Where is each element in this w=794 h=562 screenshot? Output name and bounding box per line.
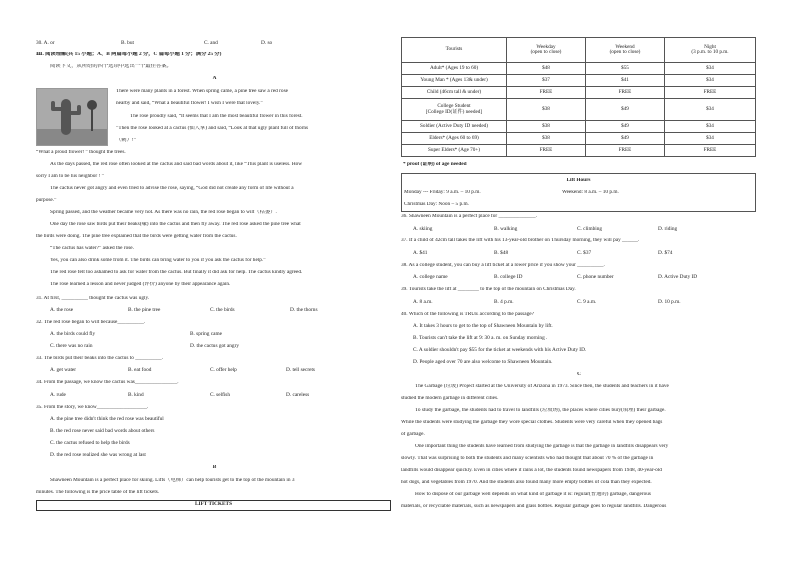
passage-a-line: One day the rose saw birds put their beaks(喙) into the cactus and then fly away. The red rose asked the pine tree what (50, 222, 301, 227)
q40-option-d[interactable]: D. People aged over 70 are also welcome to Shawneen Mountain. (413, 359, 553, 365)
passage-c-line: How to dispose of our garbage well depends on what kind of garbage it is: regular(普通的) garbage, dangerous (415, 492, 651, 497)
q40-option-b[interactable]: B. Tourists can't take the lift at 9: 30 a. m. on Sunday morning . (413, 335, 548, 341)
table-cell-price: $48 (507, 63, 586, 75)
table-cell-price: $38 (507, 121, 586, 133)
table-row (402, 75, 756, 87)
table-cell-tourist-type: Adult* (Ages 19 to 60) (402, 63, 507, 75)
passage-c-line: The Garbage (垃圾) Project started at the University of Arizona in 1973. Since then, the students and teachers in it have (415, 384, 669, 389)
passage-c-line: slowly. That was surprising to both the students and many scientists who had thought that about 70 % of the garbage in (401, 456, 654, 461)
q37-option-b[interactable]: B. $48 (494, 250, 509, 256)
table-row (402, 133, 756, 145)
passage-b-line: minutes. The following is the price table of the lift tickets. (36, 490, 160, 495)
cactus-illustration-icon (37, 89, 107, 145)
header-weekend (586, 38, 665, 63)
table-cell-price: $38 (507, 133, 586, 145)
passage-c-line: studied the modern garbage in different cities. (401, 396, 499, 401)
q30-option-d: D. so (261, 40, 273, 46)
table-cell-price: $37 (507, 75, 586, 87)
lift-hours-christmas: Christmas Day: Noon – 5 p.m. (404, 202, 469, 207)
q35-option-b[interactable]: B. the red rose never said bad words about others (50, 428, 155, 434)
q40-stem: 40. Which of the following is TRUE according to the passage? (401, 312, 534, 317)
header-cell-text: Tourists (445, 46, 463, 53)
table-cell-price: $34 (665, 133, 756, 145)
passage-a-line: There were many plants in a forest. When spring came, a pine tree saw a red rose (116, 89, 288, 94)
q34-option-d[interactable]: D. careless (286, 392, 310, 398)
passage-c-line: While the students were studying the garbage they wore special clothes. Students were very careful when they opened bags (401, 420, 663, 425)
table-cell-price: FREE (507, 87, 586, 99)
q34-option-c[interactable]: C. selfish (210, 392, 231, 398)
q40-option-a[interactable]: A. It takes 3 hours to get to the top of Shawneen Mountain by lift. (413, 323, 553, 329)
q37-option-a[interactable]: A. $41 (413, 250, 428, 256)
q33-option-a[interactable]: A. get water (50, 367, 77, 373)
passage-a-line: The rose learned a lesson and never judged (评价) anyone by their appearance again. (50, 282, 231, 287)
passage-a-line: ”Then the rose looked at a cactus (仙人掌) and said, “Look at that ugly plant full of thorns (116, 126, 309, 131)
q39-option-a[interactable]: A. 8 a.m. (413, 299, 433, 305)
q31-option-c[interactable]: C. the birds (210, 307, 235, 313)
table-cell-tourist-type: Child (46cm tall & under) (402, 87, 507, 99)
q33-stem: 33. The birds put their beaks into the cactus to __________. (36, 356, 164, 361)
table-cell-price: $34 (665, 63, 756, 75)
table-cell-price: $49 (586, 121, 665, 133)
header-cell-text: Night (3 p.m. to 10 p.m. (691, 43, 729, 55)
table-cell-tourist-type: College Student [College ID(证件) needed] (402, 99, 507, 121)
q36-option-b[interactable]: B. walking (494, 226, 518, 232)
table-cell-price: $49 (586, 99, 665, 121)
table-cell-price: FREE (507, 145, 586, 157)
table-cell-price: $34 (665, 121, 756, 133)
passage-c-line: materials, or recyclable materials, such as newspapers and glass bottles. Regular garbage goes to regular landfills. Dangerous (401, 504, 667, 509)
instruction: 阅读下文，从所给的四个选项中选出一个最佳答案。 (50, 64, 172, 69)
q38-option-c[interactable]: C. phone number (577, 274, 614, 280)
table-row (402, 87, 756, 99)
q32-option-b[interactable]: B. spring came (190, 331, 222, 337)
cactus-rose-picture (36, 88, 108, 146)
q39-option-d[interactable]: D. 10 p.m. (658, 299, 681, 305)
q32-stem: 32. The red rose began to wilt because__________. (36, 320, 146, 325)
header-cell-text: Weekend (open to close) (609, 43, 641, 55)
q36-option-d[interactable]: D. riding (658, 226, 678, 232)
passage-a-line: purpose.” (36, 198, 57, 203)
passage-a-line: The cactus never got angry and even tried to advise the rose, saying, “God did not create any form of life without a (50, 186, 294, 191)
passage-c-line: To study the garbage, the students had to travel to landfills (垃圾场), the places where cities bury(填埋) their garbage. (415, 408, 666, 413)
passage-a-line: the birds were doing. The pine tree explained that the birds were getting water from the cactus. (36, 234, 237, 239)
table-cell-price: $55 (586, 63, 665, 75)
passage-c-line: of garbage. (401, 432, 425, 437)
q37-option-c[interactable]: C. $37 (577, 250, 592, 256)
q36-option-a[interactable]: A. skiing (413, 226, 433, 232)
passage-a-line: As the days passed, the red rose often looked at the cactus and said bad words about it, like “This plant is useless. How (50, 162, 303, 167)
table-cell-price: $49 (586, 133, 665, 145)
q35-option-d[interactable]: D. the red rose realized she was wrong at last (50, 452, 146, 458)
passage-a-line: Yes, you can also drink some from it. The birds can bring water to you if you ask the cactus for help.” (50, 258, 266, 263)
header-tourists (402, 38, 507, 63)
q33-option-b[interactable]: B. eat food (128, 367, 152, 373)
q38-stem: 38. As a college student, you can buy a lift ticket at a lower price if you show your __________. (401, 263, 605, 268)
passage-a-line: “The cactus has water?” asked the rose. (50, 246, 134, 251)
table-row (402, 99, 756, 121)
q33-option-d[interactable]: D. tell secrets (286, 367, 315, 373)
q31-option-a[interactable]: A. the rose (50, 307, 74, 313)
q30-option-a: 30. A. or (36, 40, 55, 46)
passage-a-line: The red rose felt too ashamed to ask for water from the cactus. But finally it did ask for help. The cactus kindly agreed. (50, 270, 303, 275)
passage-c-line: One important thing the students have learned from studying the garbage is that the garbage in landfills disappears very (415, 444, 669, 449)
table-cell-price: $34 (665, 75, 756, 87)
q35-stem: 35. From the story, we know___________________. (36, 405, 149, 410)
passage-c-label: C (577, 372, 581, 377)
table-cell-price: FREE (665, 87, 756, 99)
q39-option-b[interactable]: B. 4 p.m. (494, 299, 514, 305)
table-cell-tourist-type: Soldier (Active Duty ID needed) (402, 121, 507, 133)
q37-option-d[interactable]: D. $74 (658, 250, 673, 256)
table-cell-tourist-type: Super Elders* (Age 70+) (402, 145, 507, 157)
q32-option-d[interactable]: D. the cactus got angry (190, 343, 239, 349)
header-cell-text: Weekday (open to close) (530, 43, 562, 55)
q33-option-c[interactable]: C. offer help (210, 367, 237, 373)
passage-b-label: B (212, 465, 217, 470)
q40-option-c[interactable]: C. A soldier shouldn't pay $55 for the ticket at weekends with his Active Duty ID. (413, 347, 587, 353)
passage-a-line: nearby and said, “What a beautiful flower! I wish I were that lovely.” (116, 101, 263, 106)
q39-stem: 39. Tourists take the lift at ________ to the top of the mountain on Christmas Day. (401, 287, 576, 292)
q35-option-c[interactable]: C. the cactus refused to help the birds (50, 440, 130, 446)
q34-stem: 34. From the passage, we know the cactus was________________. (36, 380, 179, 385)
table-row (402, 63, 756, 75)
table-cell-price: $41 (586, 75, 665, 87)
passage-c-line: hot dogs, and vegetables from 1970. And the students also found many more empty bottles of cola than they expected. (401, 480, 652, 485)
table-row (402, 121, 756, 133)
passage-c-line: landfills would disappear quickly. Even in cities where it rains a lot, the students found newspapers from 1948, 40-year-old (401, 468, 662, 473)
section-title: Ⅲ. 阅读理解(共 15 小题；A、B 两篇每小题 2 分，C 篇每小题 1 分；满分 25 分) (36, 52, 222, 57)
q31-option-b[interactable]: B. the pine tree (128, 307, 161, 313)
lift-hours-weekend: Weekend: 8 a.m. – 10 p.m. (562, 190, 619, 195)
passage-a-label: A (212, 76, 217, 81)
q38-option-d[interactable]: D. Active Duty ID (658, 274, 698, 280)
table-header-row (402, 38, 756, 63)
q30-option-b: B. but (121, 40, 134, 46)
table-cell-tourist-type: Young Man * (Ages 13& under) (402, 75, 507, 87)
passage-a-line: （刺）!” (116, 138, 137, 143)
header-weekday (507, 38, 586, 63)
proof-note: * proof (证明) of age needed (403, 162, 467, 167)
q37-stem: 37. If a child of 42cm tall takes the lift with his 13-year-old brother on Thursday morning, they will pay ______. (401, 238, 640, 243)
lift-hours-weekday: Monday --- Friday: 9 a.m. – 10 p.m. (404, 190, 481, 195)
q36-option-c[interactable]: C. climbing (577, 226, 603, 232)
q35-option-a[interactable]: A. the pine tree didn't think the red rose was beautiful (50, 416, 164, 422)
table-cell-price: FREE (586, 87, 665, 99)
table-cell-price: $38 (507, 99, 586, 121)
q32-option-c[interactable]: C. there was no rain (50, 343, 93, 349)
q31-stem: 31. At first, __________ thought the cactus was ugly. (36, 296, 150, 301)
table-cell-price: FREE (665, 145, 756, 157)
table-row (402, 145, 756, 157)
passage-a-line: Spring passed, and the weather became very hot. As there was no rain, the red rose began to wilt（枯萎）. (50, 210, 277, 215)
lift-ticket-price-table (401, 37, 756, 157)
table-cell-price: $34 (665, 99, 756, 121)
q39-option-c[interactable]: C. 9 a.m. (577, 299, 597, 305)
table-cell-price: FREE (586, 145, 665, 157)
q34-option-b[interactable]: B. kind (128, 392, 144, 398)
lift-hours-title: Lift Hours (566, 178, 591, 183)
passage-a-line: The rose proudly said, “It seems that I am the most beautiful flower in this forest. (130, 114, 303, 119)
lift-tickets-title: LIFT TICKETS (194, 501, 233, 507)
lift-hours-box (401, 173, 756, 212)
passage-a-line: sorry I am to be his neighbor ! ” (36, 174, 104, 179)
q38-option-a[interactable]: A. college name (413, 274, 448, 280)
q30-option-c: C. and (204, 40, 218, 46)
q32-option-a[interactable]: A. the birds could fly (50, 331, 96, 337)
header-night (665, 38, 756, 63)
q31-option-d[interactable]: D. the thorns (290, 307, 318, 313)
passage-a-line: “What a proud flower! ” thought the trees. (36, 150, 126, 155)
q36-stem: 36. Shawneen Mountain is a perfect place for ______________. (401, 214, 537, 219)
q38-option-b[interactable]: B. college ID (494, 274, 523, 280)
lift-tickets-header (36, 500, 391, 511)
table-cell-tourist-type: Elders* (Ages 60 to 69) (402, 133, 507, 145)
passage-b-line: Shawneen Mountain is a perfect place for skiing. Lifts（电梯）can help tourists get to the top of the mountain in 3 (50, 478, 295, 483)
q34-option-a[interactable]: A. rude (50, 392, 66, 398)
